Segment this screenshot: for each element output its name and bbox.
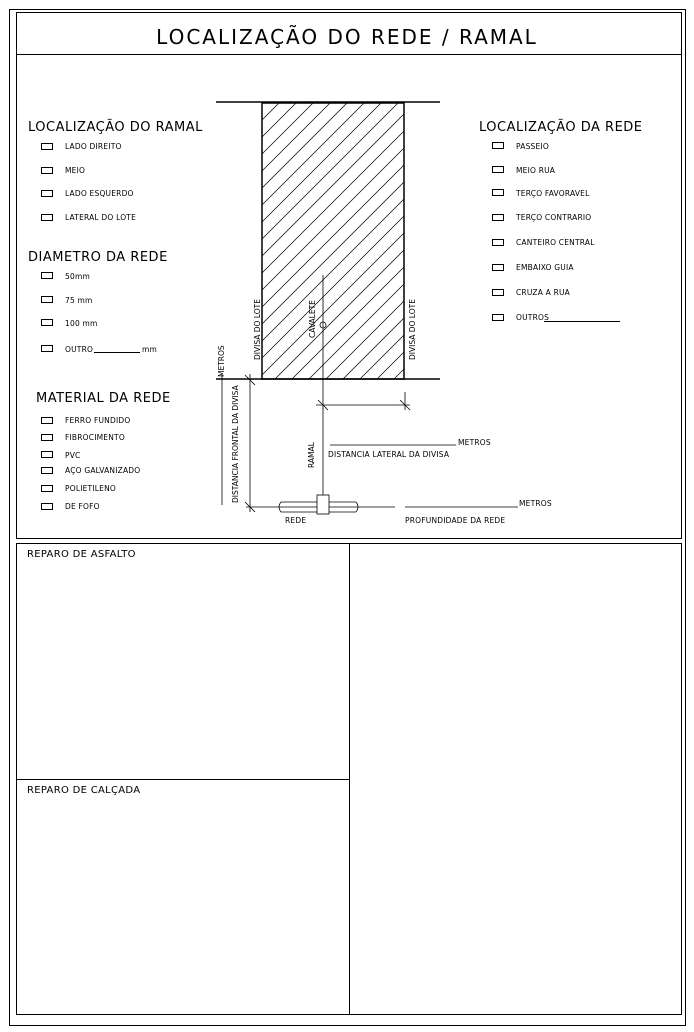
- hatch-line: [37, 103, 313, 379]
- hatch-line: [190, 103, 466, 379]
- rede-heading: LOCALIZAÇÃO DA REDE: [479, 120, 643, 135]
- option-label: PVC: [65, 451, 81, 460]
- option-label: LADO DIREITO: [65, 142, 122, 151]
- option-label: POLIETILENO: [65, 484, 116, 493]
- hatch-line: [207, 103, 483, 379]
- option-label: 75 mm: [65, 296, 93, 305]
- option-label: 50mm: [65, 272, 90, 281]
- material-heading: MATERIAL DA REDE: [36, 391, 171, 406]
- option-label: CANTEIRO CENTRAL: [516, 238, 595, 247]
- hatch-line: [156, 103, 432, 379]
- option-label: LADO ESQUERDO: [65, 189, 134, 198]
- metros-vertical-label: METROS: [217, 345, 226, 377]
- hatch-line: [54, 103, 330, 379]
- option-label: FERRO FUNDIDO: [65, 416, 131, 425]
- rede-label: REDE: [285, 516, 307, 525]
- cavalete-label: CAVALETE: [308, 300, 317, 338]
- hatch-line: [0, 103, 262, 379]
- option-label: DE FOFO: [65, 502, 100, 511]
- page-title: LOCALIZAÇÃO DO REDE / RAMAL: [156, 25, 538, 49]
- option-label: TERÇO FAVORAVEL: [516, 189, 590, 198]
- distancia-frontal-label: DISTANCIA FRONTAL DA DIVISA: [231, 385, 240, 503]
- option-label: OUTRO: [65, 345, 94, 354]
- diametro-heading: DIAMETRO DA REDE: [28, 250, 168, 265]
- hatch-line: [139, 103, 415, 379]
- hatch-line: [3, 103, 279, 379]
- reparo-asfalto-label: REPARO DE ASFALTO: [27, 549, 136, 560]
- lot-hatch: [0, 103, 687, 379]
- hatch-line: [105, 103, 381, 379]
- ramal-heading: LOCALIZAÇÃO DO RAMAL: [28, 120, 203, 135]
- profundidade-label: PROFUNDIDADE DA REDE: [405, 516, 506, 525]
- hatch-line: [241, 103, 517, 379]
- option-label: TERÇO CONTRARIO: [516, 213, 592, 222]
- divisa-left-label: DIVISA DO LOTE: [253, 299, 262, 360]
- option-label: 100 mm: [65, 319, 98, 328]
- hatch-line: [360, 103, 636, 379]
- divisa-right-label: DIVISA DO LOTE: [408, 299, 417, 360]
- reparo-calcada-label: REPARO DE CALÇADA: [27, 785, 141, 796]
- hatch-line: [309, 103, 585, 379]
- hatch-line: [394, 103, 670, 379]
- pipe-connection: [317, 495, 329, 514]
- option-label: AÇO GALVANIZADO: [65, 466, 141, 475]
- hatch-line: [224, 103, 500, 379]
- metros-profundidade-label: METROS: [519, 499, 552, 508]
- option-label: PASSEIO: [516, 142, 549, 151]
- hatch-line: [377, 103, 653, 379]
- option-label: LATERAL DO LOTE: [65, 213, 137, 222]
- hatch-line: [258, 103, 534, 379]
- hatch-line: [71, 103, 347, 379]
- option-label: MEIO RUA: [516, 166, 556, 175]
- hatch-line: [326, 103, 602, 379]
- distancia-lateral-label: DISTANCIA LATERAL DA DIVISA: [328, 450, 450, 459]
- option-label: FIBROCIMENTO: [65, 433, 125, 442]
- hatch-line: [343, 103, 619, 379]
- outro-unit-label: mm: [142, 345, 158, 354]
- option-label: MEIO: [65, 166, 86, 175]
- ramal-label: RAMAL: [307, 442, 316, 468]
- option-label: CRUZA A RUA: [516, 288, 571, 297]
- option-label: OUTROS: [516, 313, 550, 322]
- metros-lateral-label: METROS: [458, 438, 491, 447]
- option-label: EMBAIXO GUIA: [516, 263, 574, 272]
- hatch-line: [408, 103, 687, 379]
- hatch-line: [292, 103, 571, 379]
